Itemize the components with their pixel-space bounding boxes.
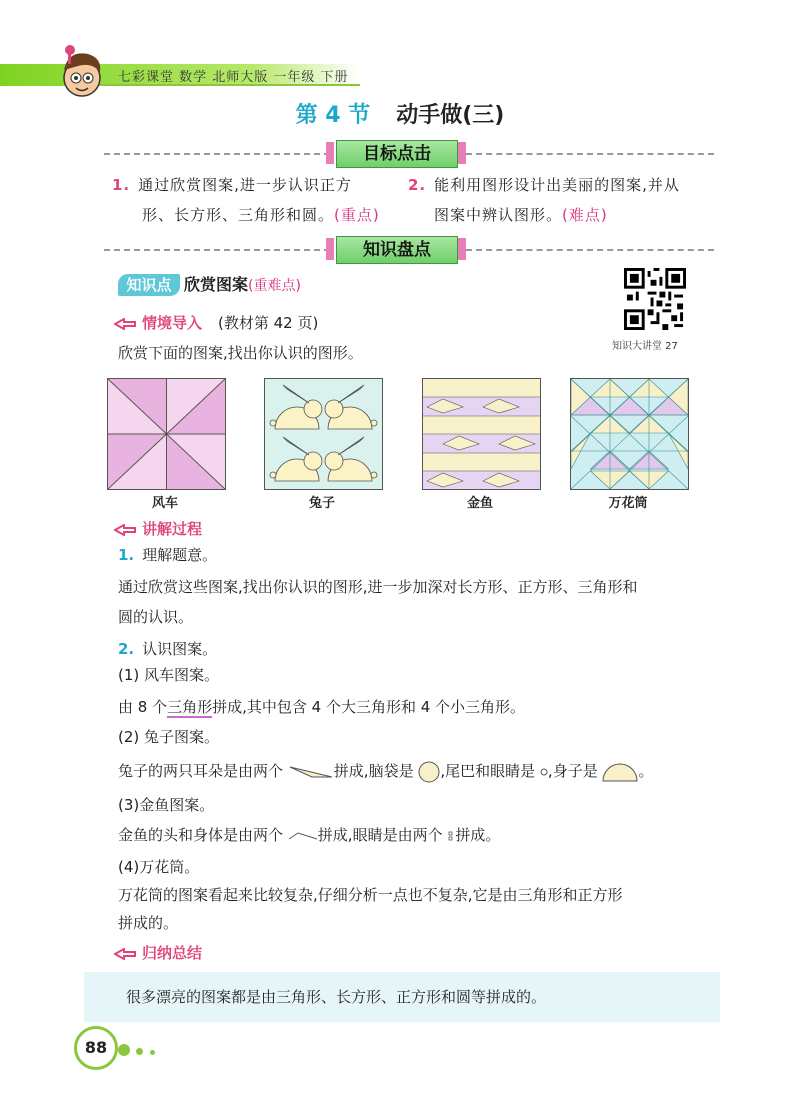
goal-line: 图案中辨认图形。 [434,206,563,224]
text-part: 拼成,其中包含 4 个大三角形和 4 个小三角形。 [212,698,526,716]
kaleidoscope-heading: (4)万花筒。 [118,858,200,876]
step-1-text-b: 圆的认识。 [118,608,194,626]
section-name: 动手做(三) [396,103,505,128]
banner-tab-left [326,142,334,164]
pinwheel-heading: (1) 风车图案。 [118,666,220,684]
header-text: 七彩课堂 数学 北师大版 一年级 下册 [118,70,349,85]
arrow-icon [114,524,136,536]
goldfish-text [118,820,728,850]
text-part: 金鱼的头和身体是由两个 [118,826,284,844]
mascot-icon [48,40,112,104]
process-heading [114,518,202,539]
step-number: 2. [118,640,135,658]
summary-box [84,972,720,1022]
text-part: 兔子的两只耳朵是由两个 [118,762,284,780]
step-text: 认识图案。 [142,640,218,658]
step-text: 理解题意。 [142,546,218,564]
small-circle-icon [540,768,548,776]
highlight-triangle: 三角形 [167,698,213,716]
semicircle-icon [602,762,638,782]
goal-number: 1. [112,176,131,194]
rabbit-pattern [264,378,383,490]
goal-item-1 [112,170,402,230]
kaleidoscope-text-a: 万花筒的图案看起来比较复杂,仔细分析一点也不复杂,它是由三角形和正方形 [118,886,623,904]
goal-line: 能利用图形设计出美丽的图案,并从 [434,176,680,194]
goal-tag: (难点) [562,206,608,224]
process-heading-text: 讲解过程 [142,520,203,538]
text-part: 拼成,脑袋是 [333,762,414,780]
goal-line: 通过欣赏图案,进一步认识正方 [138,176,352,194]
goldfish-heading: (3)金鱼图案。 [118,796,215,814]
knowledge-point-title [184,274,301,297]
divider-right [466,249,714,251]
fish-shape-icon [288,831,318,841]
divider-left [104,249,330,251]
text-part: 由 8 个 [118,698,168,716]
decor-dot [118,1044,130,1056]
head-circle-icon [418,761,440,783]
picture-caption: 金鱼 [466,496,493,511]
summary-text: 很多漂亮的图案都是由三角形、长方形、正方形和圆等拼成的。 [126,988,547,1006]
picture-caption: 万花筒 [608,496,648,511]
kp-title-text: 欣赏图案 [184,275,249,294]
decor-dot [136,1048,143,1055]
qr-code-icon[interactable] [624,268,686,330]
knowledge-point-tag: 知识点 [118,274,180,296]
goal-item-2 [408,170,738,230]
rabbit-heading: (2) 兔子图案。 [118,728,220,746]
goal-line: 形、长方形、三角形和圆。 [142,206,335,224]
goal-number: 2. [408,176,427,194]
page-number: 88 [74,1026,118,1070]
intro-text: 欣赏下面的图案,找出你认识的图形。 [118,344,363,362]
qr-caption: 知识大讲堂 27 [612,341,678,352]
step-1 [118,540,728,570]
goldfish-pattern [422,378,541,490]
knowledge-banner: 知识盘点 [336,236,458,264]
goal-tag: (重点) [334,206,380,224]
banner-tab-right [458,238,466,260]
intro-heading [114,312,318,333]
section-number: 第 4 节 [295,103,371,128]
kaleidoscope-pattern [570,378,689,490]
text-part: ,身子是 [547,762,598,780]
divider-right [466,153,714,155]
text-part: ,尾巴和眼睛是 [440,762,536,780]
goals-banner: 目标点击 [336,140,458,168]
step-1-text-a: 通过欣赏这些图案,找出你认识的图形,进一步加深对长方形、正方形、三角形和 [118,578,638,596]
kp-level: (重难点) [248,278,301,294]
pinwheel-text [118,692,728,722]
rabbit-text [118,756,758,786]
picture-caption: 风车 [151,496,178,511]
picture-caption: 兔子 [308,496,335,511]
arrow-icon [114,948,136,960]
pinwheel-pattern [107,378,226,490]
summary-heading-text: 归纳总结 [142,944,203,962]
arrow-icon [114,318,136,330]
text-part: 拼成。 [455,826,501,844]
intro-ref: (教材第 42 页) [218,314,319,332]
kaleidoscope-text-b: 拼成的。 [118,914,179,932]
banner-tab-left [326,238,334,260]
step-number: 1. [118,546,135,564]
text-part: 。 [638,762,654,780]
divider-left [104,153,330,155]
decor-dot [150,1050,155,1055]
intro-heading-text: 情境导入 [142,314,203,332]
ear-shape-icon [288,765,334,779]
text-part: 拼成,眼睛是由两个 [317,826,443,844]
banner-tab-right [458,142,466,164]
section-title [0,98,800,129]
summary-heading [114,942,202,963]
